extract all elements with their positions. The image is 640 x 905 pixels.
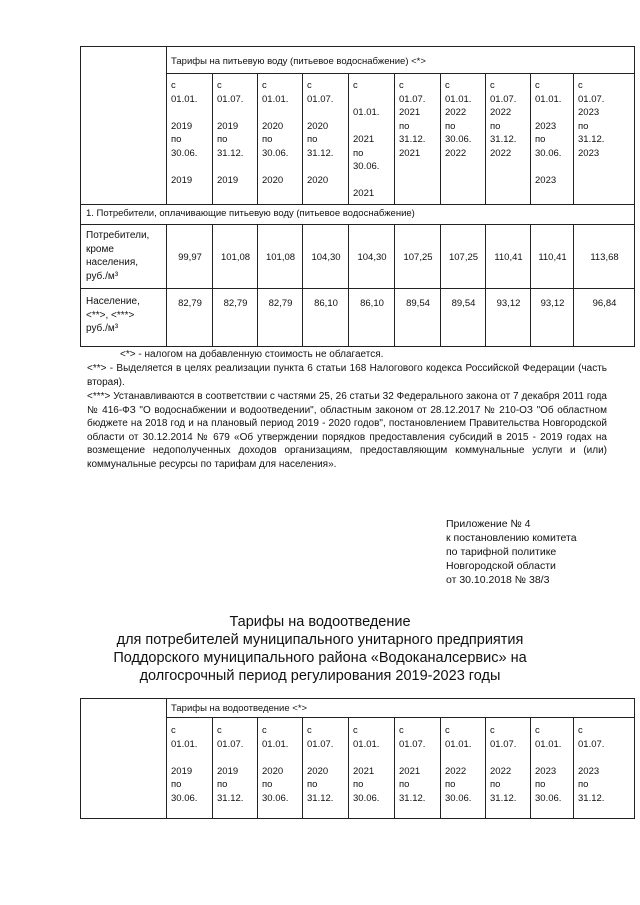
period-text [217,160,243,174]
period-text: по [262,134,273,145]
period-text: по [578,779,589,790]
period-text: 30.06. [535,147,562,159]
period-text: по [307,779,318,790]
row-label-line: руб./м³ [86,270,119,282]
period-text: 2022 [490,147,512,159]
period-text: с [353,725,358,736]
period-text: 2019 [171,120,193,132]
period-header-cell [171,724,197,805]
period-text: 2020 [307,765,329,777]
period-text: с [171,725,176,736]
period-text: 2019 [217,120,239,132]
period-text: 01.07. [578,738,605,750]
period-text: 01.01. [171,738,198,750]
period-text: 01.07. [578,93,605,105]
appendix-line: по тарифной политике [446,546,557,558]
period-text: 31.12. [217,147,244,159]
row-label-line: населения, [86,257,139,268]
row-label-line: <**>, <***> [86,309,135,321]
period-header-cell [445,79,471,160]
period-text: 01.01. [171,93,198,105]
period-text: по [535,779,546,790]
row-label [86,295,140,336]
period-text [399,751,425,765]
tariff-value: 104,30 [311,252,341,263]
period-text [535,751,561,765]
period-text: 01.01. [535,93,562,105]
period-text: 2023 [535,120,557,132]
period-text: 2020 [307,120,329,132]
period-text: с [578,80,583,91]
tariff-value: 89,54 [406,298,430,309]
period-text [353,93,379,107]
footnote-tax-code: <**> - Выделяется в целях реализации пункта 6 статьи 168 Налогового кодекса Российской Федерации (часть вторая). [87,363,607,388]
appendix-line: Новгородской области [446,560,556,572]
period-text: 2022 [490,765,512,777]
period-header-cell [307,79,333,187]
period-text: с [353,80,358,91]
period-header-cell [490,724,516,805]
period-text: с [578,725,583,736]
period-header-cell [445,724,471,805]
period-text: по [353,147,364,159]
period-text: 01.07. [217,738,244,750]
footnote-legal-basis: <***> Устанавливаются в соответствии с частями 25, 26 статьи 32 Федерального закона от 7 декабря 2011 года № 416-ФЗ "О водоснабжении и водоотведении", областным законом от 28.12.2017 № 210-ОЗ "Об областном бюджете на 2018 год и на плановый период 2019 - 2020 годов", постановлением Правительства Новгородской области от 30.12.2014 № 679 «Об утверждении порядков предоставления субсидий в 2015 - 2019 годах на возмещение недополученных доходов организациям, предоставляющим коммунальные услуги и (или) коммунальные ресурсы по тарифам для населения». [87,391,607,470]
period-header-cell [490,79,516,160]
section-title-line: для потребителей муниципального унитарного предприятия [116,632,524,648]
period-header-cell [353,79,379,201]
period-text: с [262,725,267,736]
table1-header: Тарифы на питьевую воду (питьевое водоснабжение) <*> [171,56,426,67]
period-text: по [535,134,546,145]
period-text: 31.12. [578,134,605,145]
period-text: по [490,779,501,790]
period-text: по [307,134,318,145]
period-text: 31.12. [307,792,334,804]
period-header-cell [217,724,243,805]
row-label [86,229,149,283]
period-text: по [445,779,456,790]
period-text: с [217,80,222,91]
period-header-cell [171,79,197,187]
period-text: 2021 [399,765,421,777]
period-text: 2022 [490,107,512,118]
period-text: 01.07. [307,738,334,750]
period-header-cell [353,724,379,805]
period-text [353,751,379,765]
period-text: 31.12. [578,792,605,804]
period-text: по [217,134,228,145]
period-text: по [217,779,228,790]
section-title-line: Поддорского муниципального района «Водоканалсервис» на [113,650,527,666]
appendix-line: от 30.10.2018 № 38/3 [446,574,550,586]
period-text: 31.12. [307,147,334,159]
period-text: с [490,80,495,91]
period-header-cell [399,724,425,805]
tariff-value: 104,30 [357,252,387,263]
row-label-line: кроме [86,243,114,255]
period-text: 01.07. [307,93,334,105]
tariff-value: 82,79 [178,298,202,309]
period-header-cell [578,724,604,805]
period-header-cell [262,79,288,187]
period-text [171,160,197,174]
period-text: 2020 [262,174,284,186]
period-text: 2023 [535,174,557,186]
period-text [217,106,243,120]
appendix-block [446,517,577,587]
row-label-line: Население, [86,296,140,307]
period-text: 31.12. [399,134,426,145]
row-label-line: руб./м³ [86,323,119,334]
period-text: с [490,725,495,736]
period-text: 2020 [307,174,329,186]
period-text [262,751,288,765]
period-text: с [171,80,176,91]
tariff-value: 110,41 [494,252,523,263]
period-text: 01.07. [399,93,426,105]
period-text: 31.12. [490,134,517,145]
period-text: по [578,120,589,132]
period-header-cell [399,79,425,160]
tariff-value: 86,10 [360,298,384,309]
period-text: 01.01. [353,738,380,750]
period-text: по [399,120,410,132]
period-text: 01.01. [262,738,289,750]
period-text: с [535,80,540,91]
period-text [171,106,197,120]
period-text: с [445,725,450,736]
period-text: 31.12. [399,792,426,804]
period-text: 30.06. [535,792,562,804]
section-title-line: долгосрочный период регулирования 2019-2023 годы [139,668,501,684]
period-text: 2021 [399,107,421,118]
table1-section-title: 1. Потребители, оплачивающие питьевую воду (питьевое водоснабжение) [86,208,415,219]
period-text [535,106,561,120]
period-text: с [217,725,222,736]
period-text: 2019 [171,765,193,777]
period-text: с [262,80,267,91]
row-label-line: Потребители, [86,230,150,241]
period-header-cell [535,79,561,187]
period-text: 2023 [578,147,600,159]
period-text: с [307,80,312,91]
period-text: 2021 [353,188,375,199]
period-text: 2021 [399,147,421,159]
tariff-value: 107,25 [448,252,479,263]
period-text: 2022 [445,147,467,159]
tariff-value: 82,79 [268,298,293,309]
period-text: 2022 [445,107,467,118]
period-text: 31.12. [490,792,517,804]
period-text: 2020 [262,765,284,777]
period-text: 2023 [578,107,600,118]
period-text: 2019 [217,174,239,186]
period-text [535,160,561,174]
footnote-vat: <*> - налогом на добавленную стоимость не облагается. [120,349,384,360]
period-header-cell [217,79,243,187]
period-text: с [445,80,450,91]
period-text: 01.01. [445,93,472,105]
period-header-cell [307,724,333,805]
period-text [578,751,604,765]
tariff-value: 93,12 [496,298,521,309]
period-text: по [171,134,182,145]
period-text: 30.06. [262,792,289,804]
tariff-value: 99,97 [178,252,202,263]
appendix-line: к постановлению комитета [446,532,577,544]
period-text: 31.12. [217,792,244,804]
tariff-value: 96,84 [592,298,617,309]
period-text: по [445,120,456,132]
period-text [217,751,243,765]
period-text: 30.06. [171,792,198,804]
period-text: 30.06. [353,161,380,172]
period-text: 2019 [217,765,239,777]
period-text: 2023 [578,765,600,777]
tariff-value: 101,08 [220,252,251,263]
period-text: по [399,779,410,790]
period-text: 30.06. [171,147,198,159]
period-text [307,160,333,174]
period-text [262,106,288,120]
period-text: с [399,725,404,736]
tariff-value: 89,54 [451,298,476,309]
period-text: по [490,120,501,132]
tariff-value: 113,68 [590,252,619,263]
period-text: 30.06. [353,792,380,804]
tariff-value: 101,08 [265,252,296,263]
period-text: 30.06. [262,147,289,159]
period-text: с [307,725,312,736]
period-text [353,120,379,134]
table2-header: Тарифы на водоотведение <*> [171,703,308,714]
period-text: по [353,779,364,790]
period-text: 2020 [262,120,284,132]
period-text: по [171,779,182,790]
tariff-value: 110,41 [538,252,567,263]
period-text [490,751,516,765]
period-text: 01.07. [490,93,517,105]
section-title-line: Тарифы на водоотведение [229,614,411,630]
period-text [307,106,333,120]
period-text [445,751,471,765]
period-text: 2019 [171,174,193,186]
period-text [262,160,288,174]
period-text: 01.07. [490,738,517,750]
appendix-line: Приложение № 4 [446,518,531,530]
period-text: с [535,725,540,736]
period-text: 2023 [535,765,557,777]
period-text: 30.06. [445,792,472,804]
period-text: с [399,80,404,91]
period-text: 01.01. [262,93,289,105]
period-header-cell [262,724,288,805]
period-text: 2021 [353,134,375,145]
period-text: по [262,779,273,790]
period-text [307,751,333,765]
period-text: 01.07. [217,93,244,105]
period-text: 2022 [445,765,467,777]
period-text: 01.01. [445,738,472,750]
period-text: 30.06. [445,134,472,145]
period-text [353,174,379,188]
period-text: 01.07. [399,738,426,750]
tariff-value: 107,25 [403,252,433,263]
period-text [171,751,197,765]
tariff-value: 82,79 [223,298,248,309]
period-header-cell [578,79,604,160]
tariff-value: 93,12 [540,298,565,309]
period-text: 2021 [353,765,375,777]
period-text: 01.01. [535,738,562,750]
period-header-cell [535,724,561,805]
period-text: 01.01. [353,107,380,118]
tariff-value: 86,10 [314,298,338,309]
